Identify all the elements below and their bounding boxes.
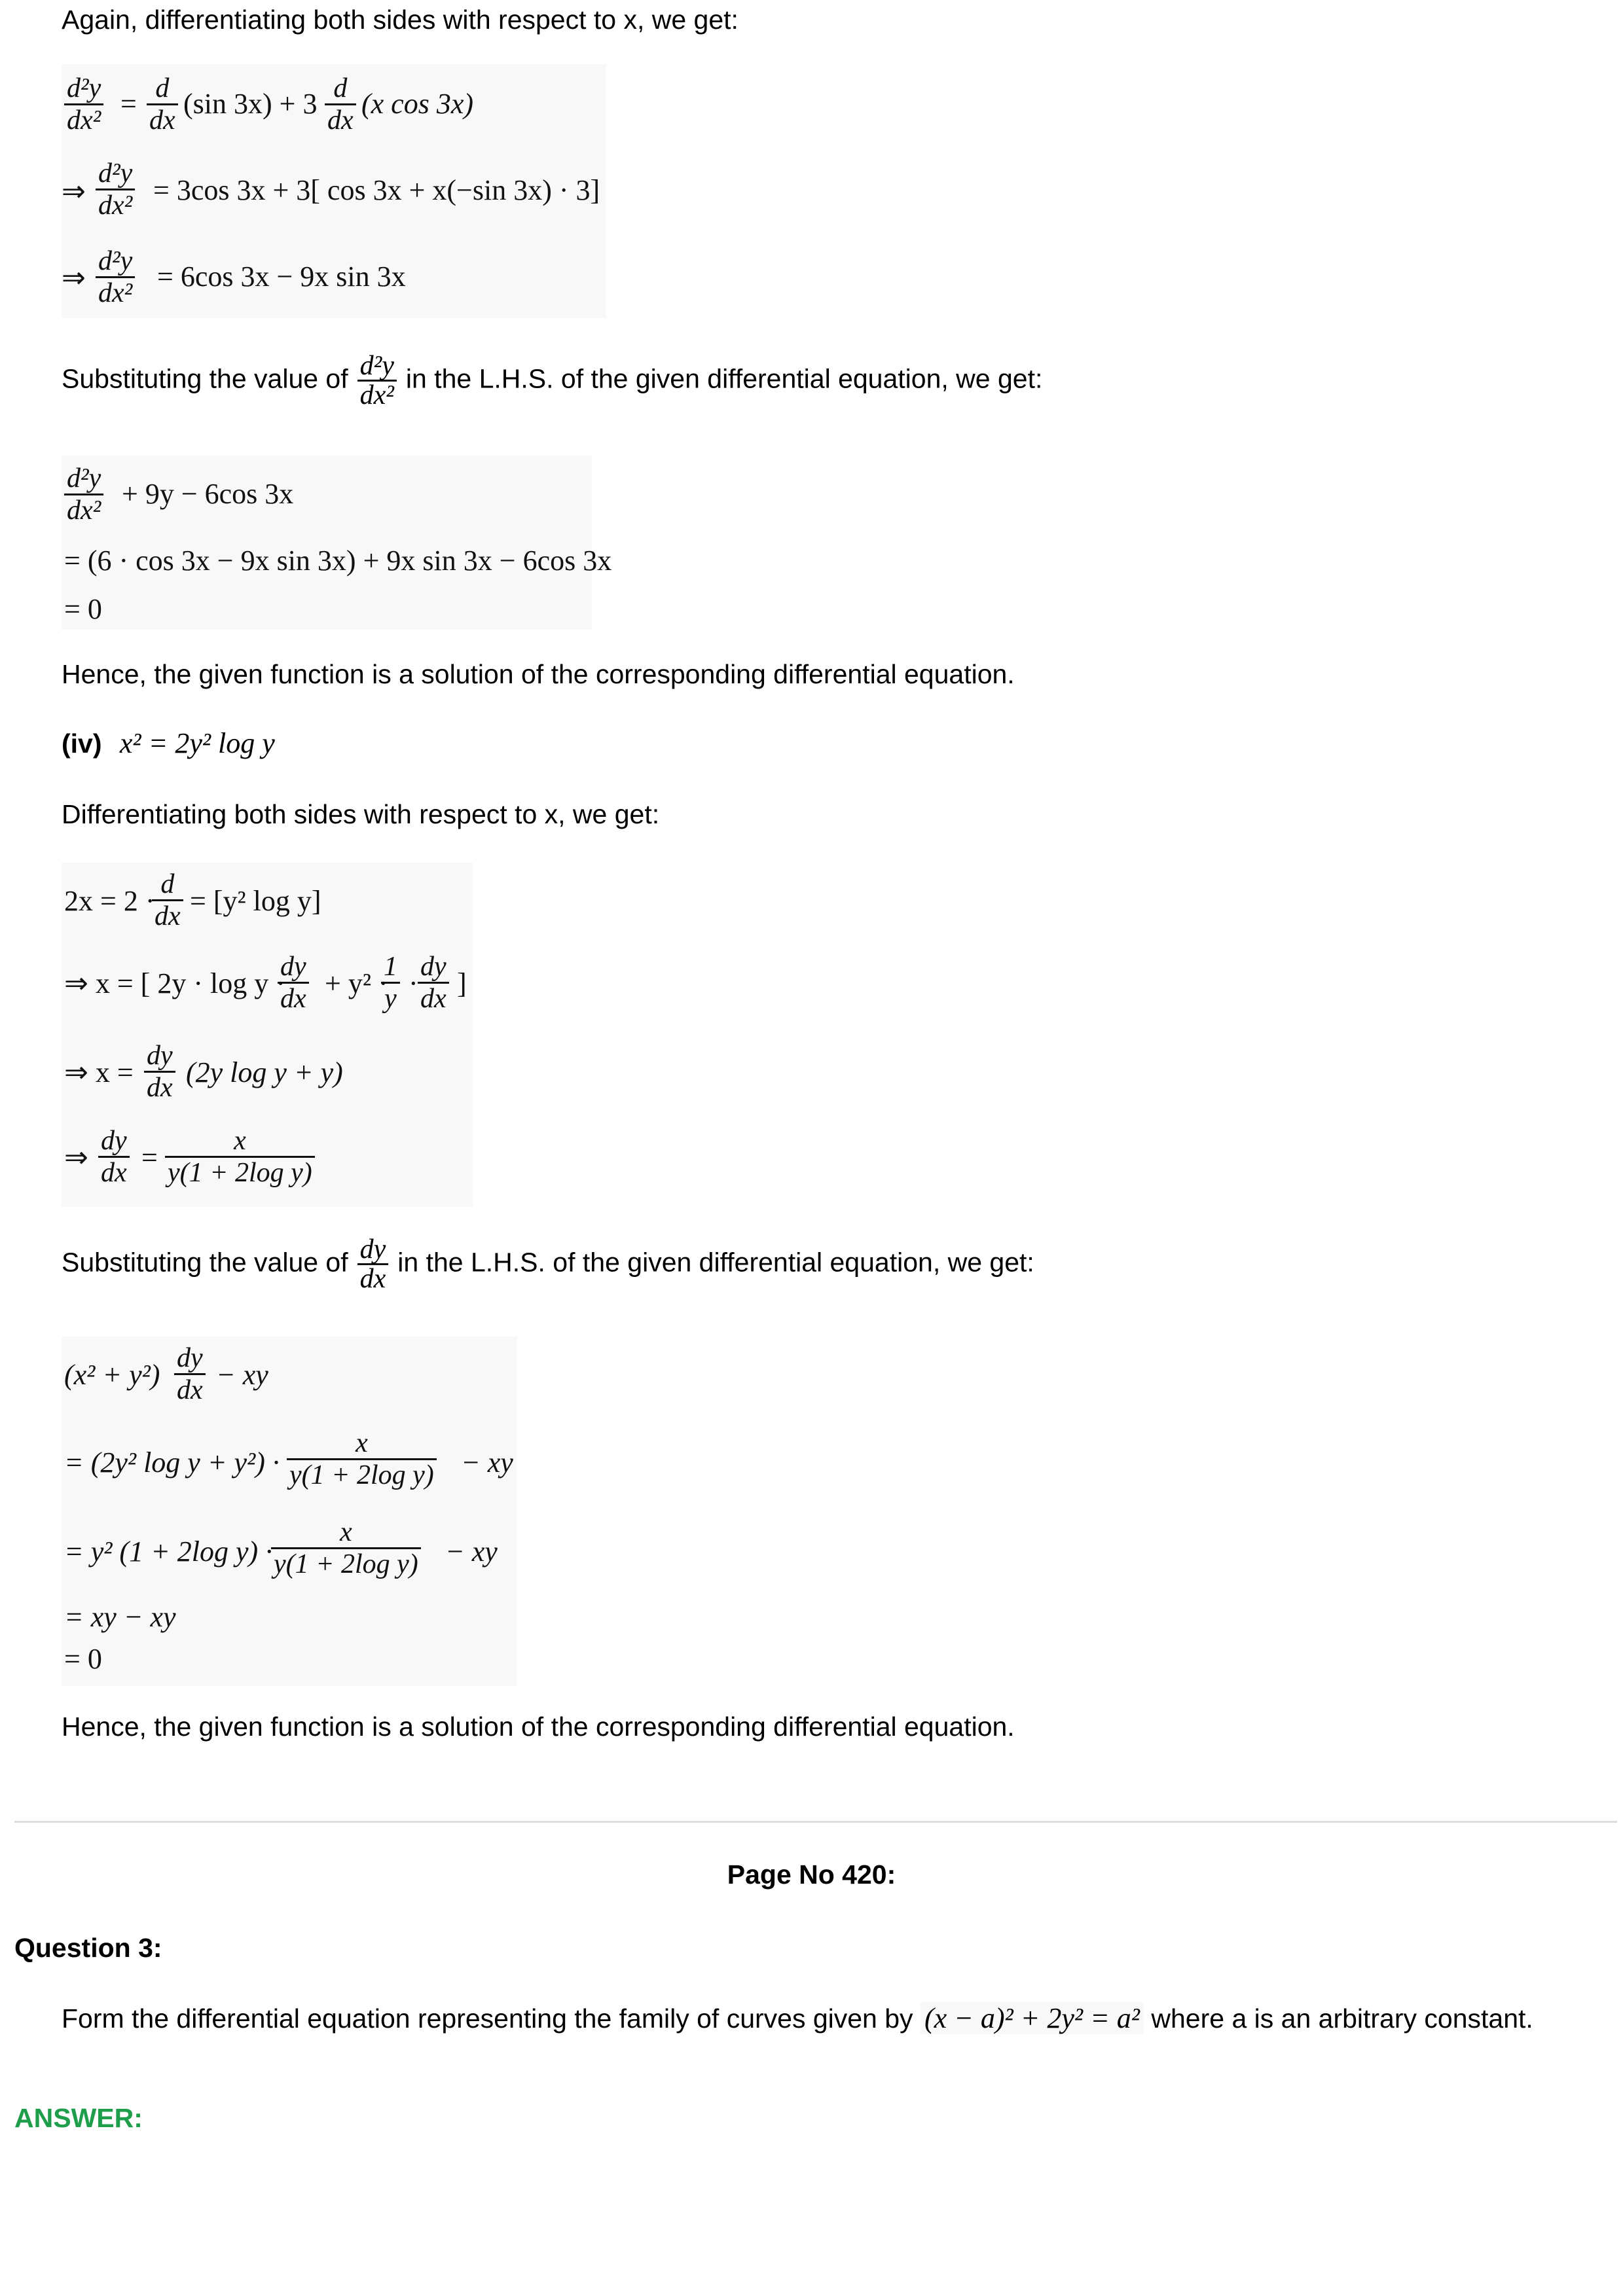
block4-line2-right: − xy (461, 1446, 513, 1479)
fraction-1-y: $\frac{1}{y}$ (381, 952, 400, 1014)
block4-line2-left: = (2y² log y + y²) · (64, 1446, 280, 1479)
conclusion-text-2: Hence, the given function is a solution of the corresponding differential equation. (62, 1712, 1015, 1742)
math-block-substitution-2 (62, 1336, 517, 1686)
substitute-text-1: Substituting the value of $\frac{\text{d²y}}{\text{dx²}}$ in the L.H.S. of the given differential equation, we get: (62, 351, 1043, 410)
substitute-text-2: Substituting the value of $\frac{dy}{dx}$ in the L.H.S. of the given differential equation, we get: (62, 1234, 1034, 1294)
implies-arrow: ⇒ (62, 175, 86, 207)
fraction-x-over-y-1-plus-2logy: $\frac{x}{\text{y(1 + 2log y)}}$ (287, 1428, 437, 1490)
block4-line5: = 0 (64, 1643, 102, 1675)
part-iv-heading (62, 728, 275, 759)
fraction-dy-dx: $\frac{dy}{dx}$ (98, 1126, 130, 1188)
block2-line3: = 0 (64, 593, 102, 625)
math-block-second-derivative (62, 64, 606, 318)
fraction-d2y-dx2: $\frac{\text{d²y}}{\text{dx²}}$ (96, 246, 135, 308)
line1-rhs: (sin 3x) + 3 (183, 88, 318, 120)
intro-differentiate-text: Again, differentiating both sides with respect to x, we get: (62, 5, 739, 35)
block3-line1-right: = [y² log y] (190, 885, 321, 917)
question-equation: (x − a)² + 2y² = a² (921, 2002, 1144, 2034)
block2-line1: + 9y − 6cos 3x (122, 478, 294, 510)
block4-line4: = xy − xy (64, 1601, 176, 1633)
fraction-dy-dx: $\frac{dy}{dx}$ (174, 1343, 206, 1405)
conclusion-text-1: Hence, the given function is a solution of the corresponding differential equation. (62, 659, 1015, 689)
block4-line1-right: − xy (216, 1359, 268, 1391)
fraction-d2y-dx2: $\frac{\text{d²y}}{\text{dx²}}$ (64, 463, 103, 526)
fraction-d-dx: $\frac{d}{dx}$ (152, 869, 183, 931)
math-block-implicit-derivative (62, 863, 473, 1207)
question-text: Form the differential equation representing the family of curves given by (x − a)² + 2y² = a² where a is an arbitrary constant. (62, 2002, 1533, 2034)
inline-fraction-dy-dx: $\frac{dy}{dx}$ (357, 1236, 389, 1293)
line1-rhs-2: (x cos 3x) (361, 88, 474, 120)
block4-line1-left: (x² + y²) (64, 1359, 160, 1391)
part-iv-equation: x² = 2y² log y (119, 727, 275, 759)
page-number-heading: Page No 420: (727, 1859, 896, 1890)
line3-rhs: = 6cos 3x − 9x sin 3x (157, 260, 406, 293)
block3-line3-left: ⇒ x = (64, 1056, 134, 1088)
intro-differentiate-text-2: Differentiating both sides with respect to x, we get: (62, 799, 660, 829)
block3-line4-eq: = (141, 1141, 158, 1174)
math-block-substitution-1 (62, 456, 612, 630)
fraction-d2y-dx2: $\frac{\text{d²y}}{\text{dx²}}$ (64, 73, 103, 135)
fraction-d-dx: $\frac{d}{dx}$ (325, 73, 356, 135)
fraction-d2y-dx2: $\frac{\text{d²y}}{\text{dx²}}$ (96, 158, 135, 221)
question-label: Question 3: (14, 1933, 162, 1963)
block4-line3-right: − xy (445, 1535, 498, 1568)
dot-operator: · (409, 967, 418, 999)
block3-line2-end: ] (457, 967, 467, 999)
fraction-dy-dx: $\frac{dy}{dx}$ (418, 952, 449, 1014)
block3-line1-left: 2x = 2 · (64, 885, 155, 917)
fraction-x-over-y-1-plus-2logy: $\frac{x}{\text{y(1 + 2log y)}}$ (271, 1517, 421, 1579)
section-divider (14, 1821, 1617, 1823)
block4-line3-left: = y² (1 + 2log y) · (64, 1535, 273, 1568)
fraction-x-over-y-1-plus-2logy: $\frac{x}{\text{y(1 + 2log y)}}$ (165, 1126, 315, 1188)
fraction-dy-dx: $\frac{dy}{dx}$ (144, 1041, 175, 1103)
block3-line2-mid: + y² · (325, 967, 388, 999)
block3-line2-left: ⇒ x = [ 2y · log y · (64, 967, 285, 999)
implies-arrow: ⇒ (62, 262, 86, 294)
equals-sign: = (120, 88, 137, 120)
block2-line2: = (6 · cos 3x − 9x sin 3x) + 9x sin 3x − 6cos 3x (64, 545, 612, 577)
answer-label: ANSWER: (14, 2103, 143, 2133)
block3-line3-right: (2y log y + y) (186, 1056, 343, 1088)
block3-line4-left: ⇒ (64, 1141, 88, 1174)
inline-fraction-d2y-dx2: $\frac{\text{d²y}}{\text{dx²}}$ (357, 352, 397, 409)
line2-rhs: = 3cos 3x + 3[ cos 3x + x(−sin 3x) · 3] (153, 174, 600, 206)
part-iv-label: (iv) (62, 728, 102, 759)
fraction-dy-dx: $\frac{dy}{dx}$ (278, 952, 309, 1014)
fraction-d-dx: $\frac{d}{dx}$ (147, 73, 178, 135)
